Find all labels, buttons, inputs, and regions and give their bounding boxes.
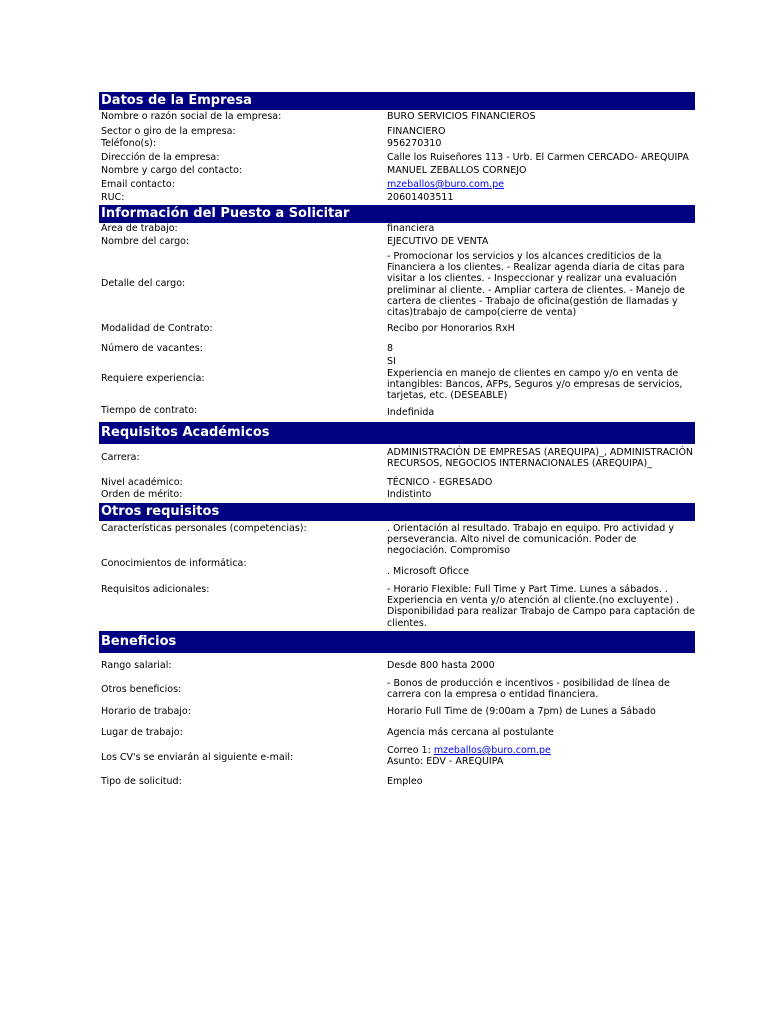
label-direccion: Dirección de la empresa: xyxy=(101,152,220,163)
label-otros-beneficios: Otros beneficios: xyxy=(101,684,182,695)
value-otros-beneficios: - Bonos de producción e incentivos - posibilidad de línea de carrera con la empresa o entidad financiera. xyxy=(387,678,670,701)
value-nivel: TÉCNICO - EGRESADO xyxy=(387,477,493,488)
label-tipo-solicitud: Tipo de solicitud: xyxy=(101,776,182,787)
cv-email-link[interactable]: mzeballos@buro.com.pe xyxy=(433,745,551,756)
label-carrera: Carrera: xyxy=(101,452,140,463)
section-header-puesto: Información del Puesto a Solicitar xyxy=(99,205,695,223)
label-experiencia: Requiere experiencia: xyxy=(101,373,205,384)
value-lugar: Agencia más cercana al postulante xyxy=(387,727,554,738)
label-competencias: Características personales (competencias): xyxy=(101,523,307,534)
section-header-academicos: Requisitos Académicos xyxy=(99,422,695,444)
label-telefono: Teléfono(s): xyxy=(101,138,157,149)
label-informatica: Conocimientos de informática: xyxy=(101,558,247,569)
label-razon-social: Nombre o razón social de la empresa: xyxy=(101,111,282,122)
label-sector: Sector o giro de la empresa: xyxy=(101,126,236,137)
label-cargo: Nombre del cargo: xyxy=(101,236,190,247)
label-rango-salarial: Rango salarial: xyxy=(101,660,172,671)
value-vacantes: 8 xyxy=(387,343,394,354)
label-adicionales: Requisitos adicionales: xyxy=(101,584,210,595)
value-carrera: ADMINISTRACIÓN DE EMPRESAS (AREQUIPA)_, ADMINISTRACIÓN RECURSOS, NEGOCIOS INTERNACIONALES (AREQUIPA)_ xyxy=(387,447,694,470)
label-contacto: Nombre y cargo del contacto: xyxy=(101,165,243,176)
value-razon-social: BURO SERVICIOS FINANCIEROS xyxy=(387,111,536,122)
label-lugar: Lugar de trabajo: xyxy=(101,727,183,738)
value-orden-merito: Indistinto xyxy=(387,489,432,500)
value-telefono: 956270310 xyxy=(387,138,442,149)
label-tiempo-contrato: Tiempo de contrato: xyxy=(101,405,198,416)
value-area: financiera xyxy=(387,223,435,234)
label-vacantes: Número de vacantes: xyxy=(101,343,203,354)
value-cargo: EJECUTIVO DE VENTA xyxy=(387,236,489,247)
label-orden-merito: Orden de mérito: xyxy=(101,489,183,500)
value-informatica: . Microsoft Oficce xyxy=(387,566,470,577)
value-sector: FINANCIERO xyxy=(387,126,446,137)
label-area: Área de trabajo: xyxy=(101,223,178,234)
value-modalidad: Recibo por Honorarios RxH xyxy=(387,323,515,334)
label-detalle-cargo: Detalle del cargo: xyxy=(101,278,186,289)
value-rango-salarial: Desde 800 hasta 2000 xyxy=(387,660,495,671)
value-tiempo-contrato: Indefinida xyxy=(387,407,435,418)
section-header-empresa: Datos de la Empresa xyxy=(99,92,695,110)
value-contacto: MANUEL ZEBALLOS CORNEJO xyxy=(387,165,527,176)
value-direccion: Calle los Ruiseñores 113 - Urb. El Carmen CERCADO- AREQUIPA xyxy=(387,152,689,163)
email-contacto-link[interactable]: mzeballos@buro.com.pe xyxy=(387,179,505,190)
value-correo-prefix: Correo 1: xyxy=(387,745,434,756)
label-ruc: RUC: xyxy=(101,192,125,203)
label-email: Email contacto: xyxy=(101,179,175,190)
label-horario: Horario de trabajo: xyxy=(101,706,191,717)
section-header-beneficios: Beneficios xyxy=(99,631,695,653)
value-detalle-cargo: - Promocionar los servicios y los alcances crediticios de la Financiera a los clientes. - Realizar agenda diaria de citas para visitar a los clientes. - Inspeccionar y realizar una evaluación preliminar al cliente. - Ampliar cartera de clientes. - Manejo de cartera de clientes - Trabajo de oficina(gestión de llamadas y citas)trabajo de campo(cierre de venta) xyxy=(387,251,685,319)
value-asunto: Asunto: EDV - AREQUIPA xyxy=(387,756,504,767)
value-experiencia: Experiencia en manejo de clientes en campo y/o en venta de intangibles: Bancos, AFPs, Seguros y/o empresas de servicios, tarjetas, etc. (DESEABLE) xyxy=(387,368,683,402)
label-cv-email: Los CV's se enviarán al siguiente e-mail: xyxy=(101,752,294,763)
value-competencias: . Orientación al resultado. Trabajo en equipo. Pro actividad y perseverancia. Alto nivel de comunicación. Poder de negociación. Compromiso xyxy=(387,523,674,557)
value-horario: Horario Full Time de (9:00am a 7pm) de Lunes a Sábado xyxy=(387,706,656,717)
section-header-otros: Otros requisitos xyxy=(99,503,695,521)
value-ruc: 20601403511 xyxy=(387,192,454,203)
label-modalidad: Modalidad de Contrato: xyxy=(101,323,213,334)
value-experiencia-flag: SI xyxy=(387,356,396,367)
value-tipo-solicitud: Empleo xyxy=(387,776,423,787)
label-nivel: Nivel académico: xyxy=(101,477,183,488)
value-adicionales: - Horario Flexible: Full Time y Part Time. Lunes a sábados. . Experiencia en venta y/o atención al cliente.(no excluyente) . Disponibilidad para realizar Trabajo de Campo para captación de clientes. xyxy=(387,584,695,629)
